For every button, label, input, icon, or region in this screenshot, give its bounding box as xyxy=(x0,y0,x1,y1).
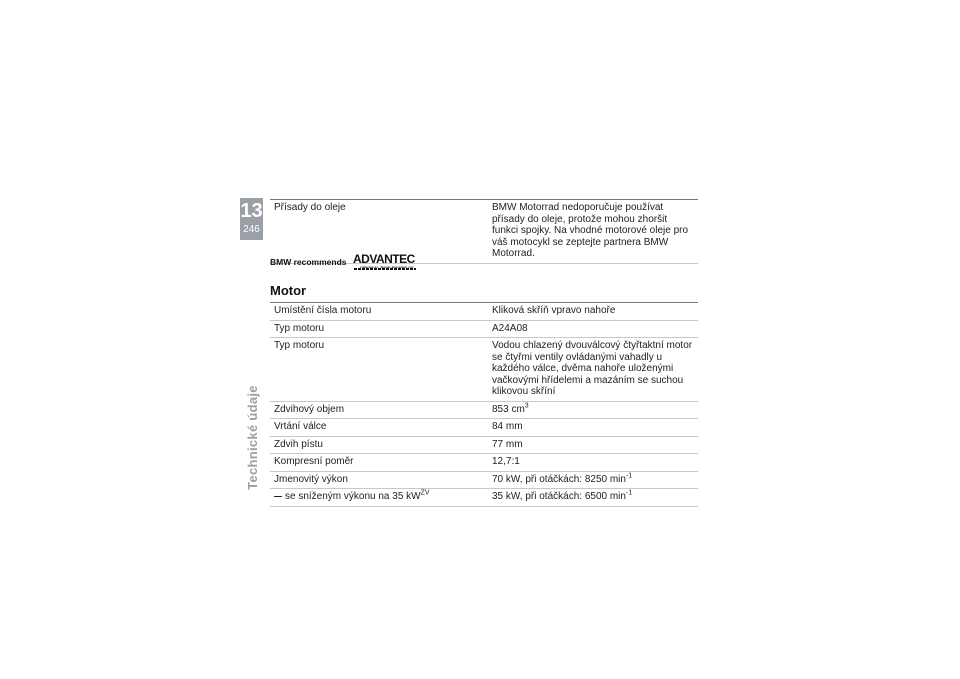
label-text: se sníženým výkonu na 35 kW xyxy=(285,491,421,502)
table-row xyxy=(270,419,698,437)
table-row xyxy=(270,401,698,419)
value-superscript: -1 xyxy=(625,472,633,480)
table-row xyxy=(270,338,698,402)
dash-icon xyxy=(274,496,282,497)
row-label: Vrtání válce xyxy=(270,419,488,437)
motor-spec-table xyxy=(270,302,698,507)
row-value xyxy=(488,471,698,489)
row-value xyxy=(488,489,698,507)
table-row xyxy=(270,471,698,489)
row-label xyxy=(270,489,488,507)
advantec-wordmark: ADVANTEC xyxy=(353,252,415,266)
chapter-tab xyxy=(240,198,263,240)
row-value: A24A08 xyxy=(488,320,698,338)
value-superscript: -1 xyxy=(625,489,633,497)
chapter-number: 13 xyxy=(240,200,263,222)
row-value: 77 mm xyxy=(488,436,698,454)
chapter-title-vertical xyxy=(243,372,261,502)
section-title: Motor xyxy=(270,283,307,298)
page-number: 246 xyxy=(243,224,260,235)
table-row xyxy=(270,454,698,472)
row-label: Zdvih pístu xyxy=(270,436,488,454)
recommendation-label: BMW recommends xyxy=(270,257,347,267)
value-text: 853 cm xyxy=(492,403,525,415)
logo-stripe xyxy=(354,268,416,270)
row-value xyxy=(488,401,698,419)
row-value: Kliková skříň vpravo nahoře xyxy=(488,303,698,321)
row-label: Typ motoru xyxy=(270,338,488,402)
row-value: 84 mm xyxy=(488,419,698,437)
value-text: 35 kW, při otáčkách: 6500 min xyxy=(492,491,626,502)
value-superscript: 3 xyxy=(524,402,529,410)
table-row xyxy=(270,320,698,338)
row-value: 12,7:1 xyxy=(488,454,698,472)
chapter-title: Technické údaje xyxy=(244,384,260,490)
row-label: Typ motoru xyxy=(270,320,488,338)
oil-recommendation xyxy=(270,253,430,273)
table-row xyxy=(270,436,698,454)
label-superscript: ZV xyxy=(420,489,430,497)
row-label: Přísady do oleje xyxy=(270,200,488,264)
value-text: 70 kW, při otáčkách: 8250 min xyxy=(492,473,626,485)
table-row xyxy=(270,489,698,507)
row-label: Umístění čísla motoru xyxy=(270,303,488,321)
row-label: Jmenovitý výkon xyxy=(270,471,488,489)
row-value: BMW Motorrad nedoporučuje používat přísady do oleje, protože mohou zhoršit funkci spojky. Na vhodné motorové oleje pro váš motocykl se zeptejte partnera BMW Motorrad. xyxy=(488,200,698,264)
table-row xyxy=(270,303,698,321)
row-value: Vodou chlazený dvouválcový čtyřtaktní motor se čtyřmi ventily ovládanými vahadly u každého válce, dvěma nahoře uloženými vačkovými hřídelemi a mazáním se suchou klikovou skříní xyxy=(488,338,698,402)
row-label: Kompresní poměr xyxy=(270,454,488,472)
row-label: Zdvihový objem xyxy=(270,401,488,419)
